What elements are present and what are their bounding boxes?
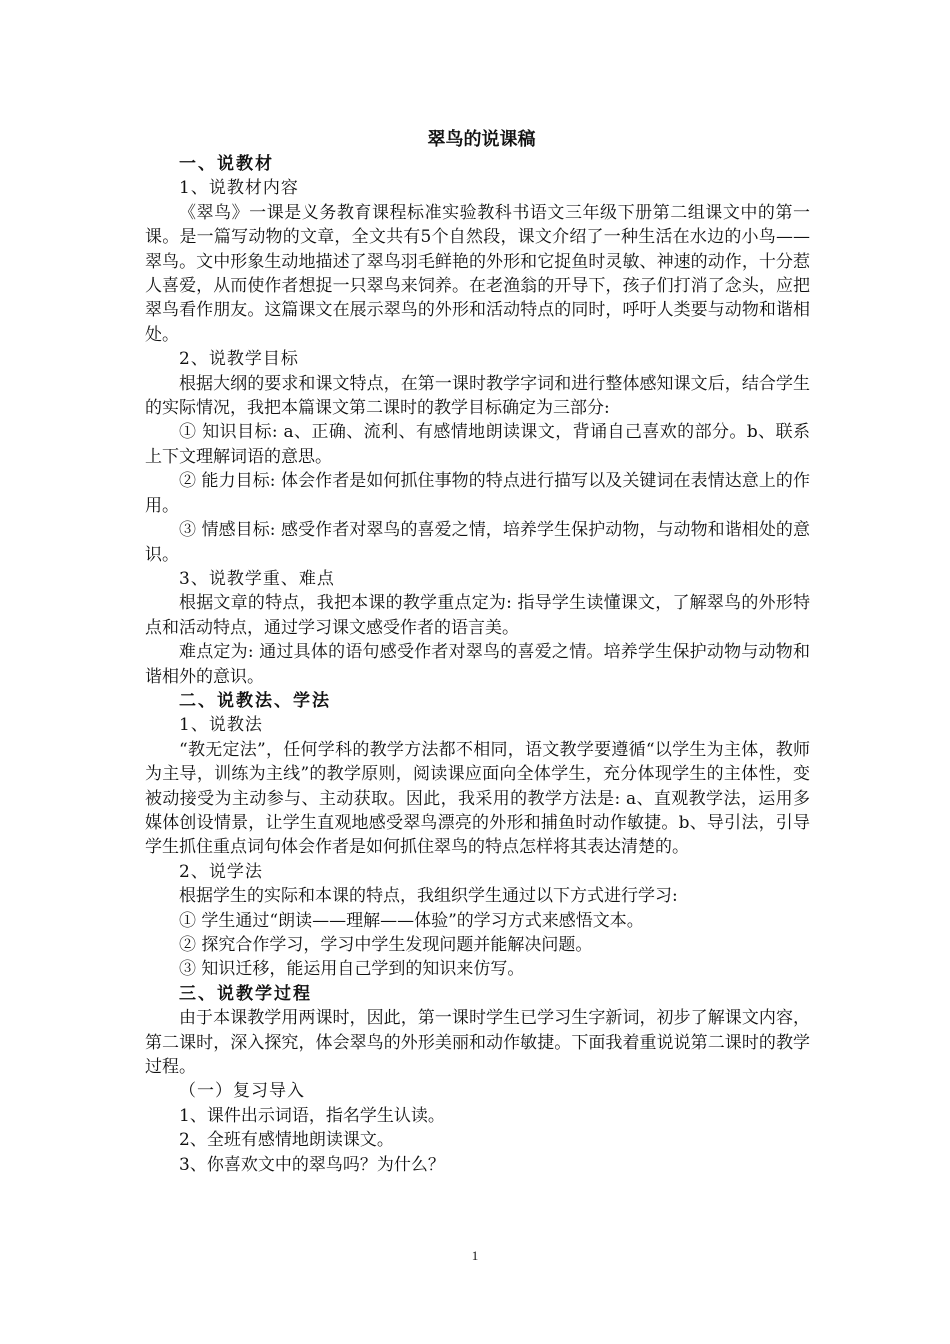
paragraph-teaching-method: “教无定法”，任何学科的教学方法都不相同，语文教学要遵循“以学生为主体，教师为主导，训练为主线”的教学原则，阅读课应面向全体学生，充分体现学生的主体性，变被动接受为主动参与、主动获取。因此，我采用的教学方法是: a、直观教学法，运用多媒体创设情景，让学生直观地感受翠鸟漂亮的外形和捕鱼时动作敏捷。b、导引法，引导学生抓住重点词句体会作者是如何抓住翠鸟的特点怎样将其表达清楚的。	[145, 739, 810, 858]
process-step: 1、课件出示词语，指名学生认读。	[179, 1105, 445, 1126]
document-body	[145, 128, 810, 1177]
document-title: 翠鸟的说课稿	[427, 129, 536, 150]
section-heading-teaching-material: 一、说教材	[179, 154, 274, 174]
process-step: 2、全班有感情地朗读课文。	[179, 1130, 394, 1151]
paragraph-difficult-points: 难点定为: 通过具体的语句感受作者对翠鸟的喜爱之情。培养学生保护动物与动物和谐相外的意识。	[145, 642, 810, 687]
paragraph-learning-method: 根据学生的实际和本课的特点，我组织学生通过以下方式进行学习:	[179, 886, 678, 907]
page-number: 1	[471, 1248, 479, 1263]
process-step: 3、你喜欢文中的翠鸟吗？为什么？	[179, 1154, 445, 1175]
subheading-material-content: 1、说教材内容	[179, 178, 299, 199]
subheading-teaching-goals: 2、说教学目标	[179, 349, 299, 370]
subheading-review-intro: （一）复习导入	[179, 1081, 305, 1102]
paragraph-teaching-goals: 根据大纲的要求和课文特点，在第一课时教学字词和进行整体感知课文后，结合学生的实际情况，我把本篇课文第二课时的教学目标确定为三部分:	[145, 373, 810, 419]
learning-method-item: ③ 知识迁移，能运用自己学到的知识来仿写。	[179, 959, 525, 980]
paragraph-key-points: 根据文章的特点，我把本课的教学重点定为: 指导学生读懂课文，了解翠鸟的外形特点和活动特点，通过学习课文感受作者的语言美。	[145, 593, 810, 638]
section-heading-process: 三、说教学过程	[179, 983, 312, 1004]
paragraph-process-intro: 由于本课教学用两课时，因此，第一课时学生已学习生字新词，初步了解课文内容，第二课时，深入探究，体会翠鸟的外形美丽和动作敏捷。下面我着重说说第二课时的教学过程。	[145, 1008, 810, 1078]
goal-ability: ② 能力目标: 体会作者是如何抓住事物的特点进行描写以及关键词在表情达意上的作用。	[145, 471, 810, 516]
paragraph-material-content: 《翠鸟》一课是义务教育课程标准实验教科书语文三年级下册第二组课文中的第一课。是一篇写动物的文章，全文共有5个自然段，课文介绍了一种生活在水边的小鸟——翠鸟。文中形象生动地描述了翠鸟羽毛鲜艳的外形和它捉鱼时灵敏、神速的动作，十分惹人喜爱，从而使作者想捉一只翠鸟来饲养。在老渔翁的开导下，孩子们打消了念头，应把翠鸟看作朋友。这篇课文在展示翠鸟的外形和活动特点的同时，呼吁人类要与动物和谐相处。	[145, 202, 810, 345]
goal-knowledge: ① 知识目标: a、正确、流利、有感情地朗读课文，背诵自己喜欢的部分。b、联系上下文理解词语的意思。	[145, 422, 810, 467]
learning-method-item: ① 学生通过“朗读——理解——体验”的学习方式来感悟文本。	[179, 910, 644, 931]
subheading-teaching-method: 1、说教法	[179, 715, 263, 736]
goal-emotion: ③ 情感目标: 感受作者对翠鸟的喜爱之情，培养学生保护动物，与动物和谐相处的意识。	[145, 520, 810, 565]
learning-method-item: ② 探究合作学习，学习中学生发现问题并能解决问题。	[179, 935, 593, 955]
subheading-learning-method: 2、说学法	[179, 861, 263, 882]
subheading-key-points: 3、说教学重、难点	[179, 568, 335, 589]
section-heading-methods: 二、说教法、学法	[179, 690, 331, 711]
